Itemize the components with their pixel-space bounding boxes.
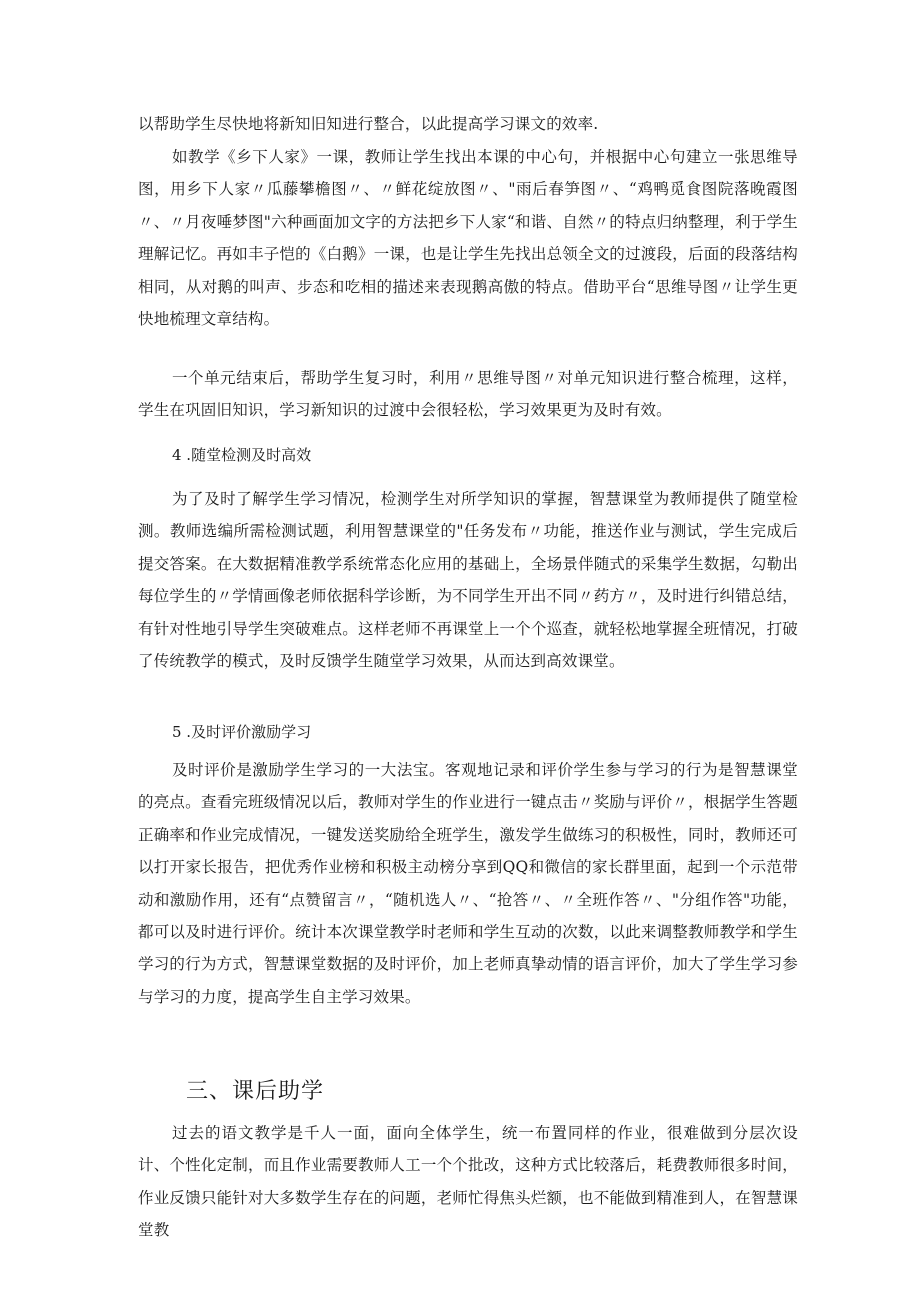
paragraph-after-class: 过去的语文教学是千人一面，面向全体学生，统一布置同样的作业，很难做到分层次设计、个性化定制，而且作业需要教师人工一个个批改，这种方式比较落后，耗费教师很多时间，作业反馈只能针对大多数学生存在的问题，老师忙得焦头烂额，也不能做到精准到人，在智慧课堂教 (138, 1124, 798, 1240)
paragraph-example: 如教学《乡下人家》一课，教师让学生找出本课的中心句，并根据中心句建立一张思维导图，用乡下人家〃瓜藤攀檐图〃、〃鲜花绽放图〃、"雨后春笋图〃、“鸡鸭觅食图院落晚霞图〃、〃月夜唾梦图"六种画面加文字的方法把乡下人家“和谐、自然〃的特点归纳整理，利于学生理解记忆。再如丰子恺的《白鹅》一课，也是让学生先找出总领全文的过渡段，后面的段落结构相同，从对鹅的叫声、步态和吃相的描述来表现鹅高傲的特点。借助平台“思维导图〃让学生更快地梳理文章结构。 (138, 148, 798, 329)
paragraph-unit-review: 一个单元结束后，帮助学生复习时，利用〃思维导图〃对单元知识进行整合梳理，这样，学生在巩固旧知识，学习新知识的过渡中会很轻松，学习效果更为及时有效。 (138, 369, 798, 420)
paragraph-evaluation: 及时评价是激励学生学习的一大法宝。客观地记录和评价学生参与学习的行为是智慧课堂的亮点。查看完班级情况以后，教师对学生的作业进行一键点击〃奖励与评价〃，根据学生答题正确率和作业完成情况，一键发送奖励给全班学生，激发学生做练习的积极性，同时，教师还可以打开家长报告，把优秀作业榜和积极主动榜分享到QQ和微信的家长群里面，起到一个示范带动和激励作用，还有“点赞留言〃，“随机选人〃、“抢答〃、〃全班作答〃、"分组作答"功能，都可以及时进行评价。统计本次课堂教学时老师和学生互动的次数，以此来调整教师教学和学生学习的行为方式，智慧课堂数据的及时评价，加上老师真挚动情的语言评价，加大了学生学习参与学习的力度，提高学生自主学习效果。 (138, 761, 798, 1006)
section-title-after-class: 三、课后助学 (186, 1079, 325, 1104)
paragraph-intro-tail: 以帮助学生尽快地将新知旧知进行整合，以此提高学习课文的效率. (138, 115, 599, 133)
paragraph-classroom-test: 为了及时了解学生学习情况，检测学生对所学知识的掌握，智慧课堂为教师提供了随堂检测。教师选编所需检测试题，利用智慧课堂的"任务发布〃功能，推送作业与测试，学生完成后提交答案。在大数据精准教学系统常态化应用的基础上，全场景伴随式的采集学生数据，勾勒出每位学生的〃学情画像老师依据科学诊断，为不同学生开出不同〃药方〃，及时进行纠错总结，有针对性地引导学生突破难点。这样老师不再课堂上一个个巡查，就轻松地掌握全班情况，打破了传统教学的模式，及时反馈学生随堂学习效果，从而达到高效课堂。 (138, 490, 798, 671)
subheading-classroom-test: 4 .随堂检测及时高效 (172, 446, 312, 464)
subheading-evaluation: 5 .及时评价激励学习 (172, 723, 312, 741)
